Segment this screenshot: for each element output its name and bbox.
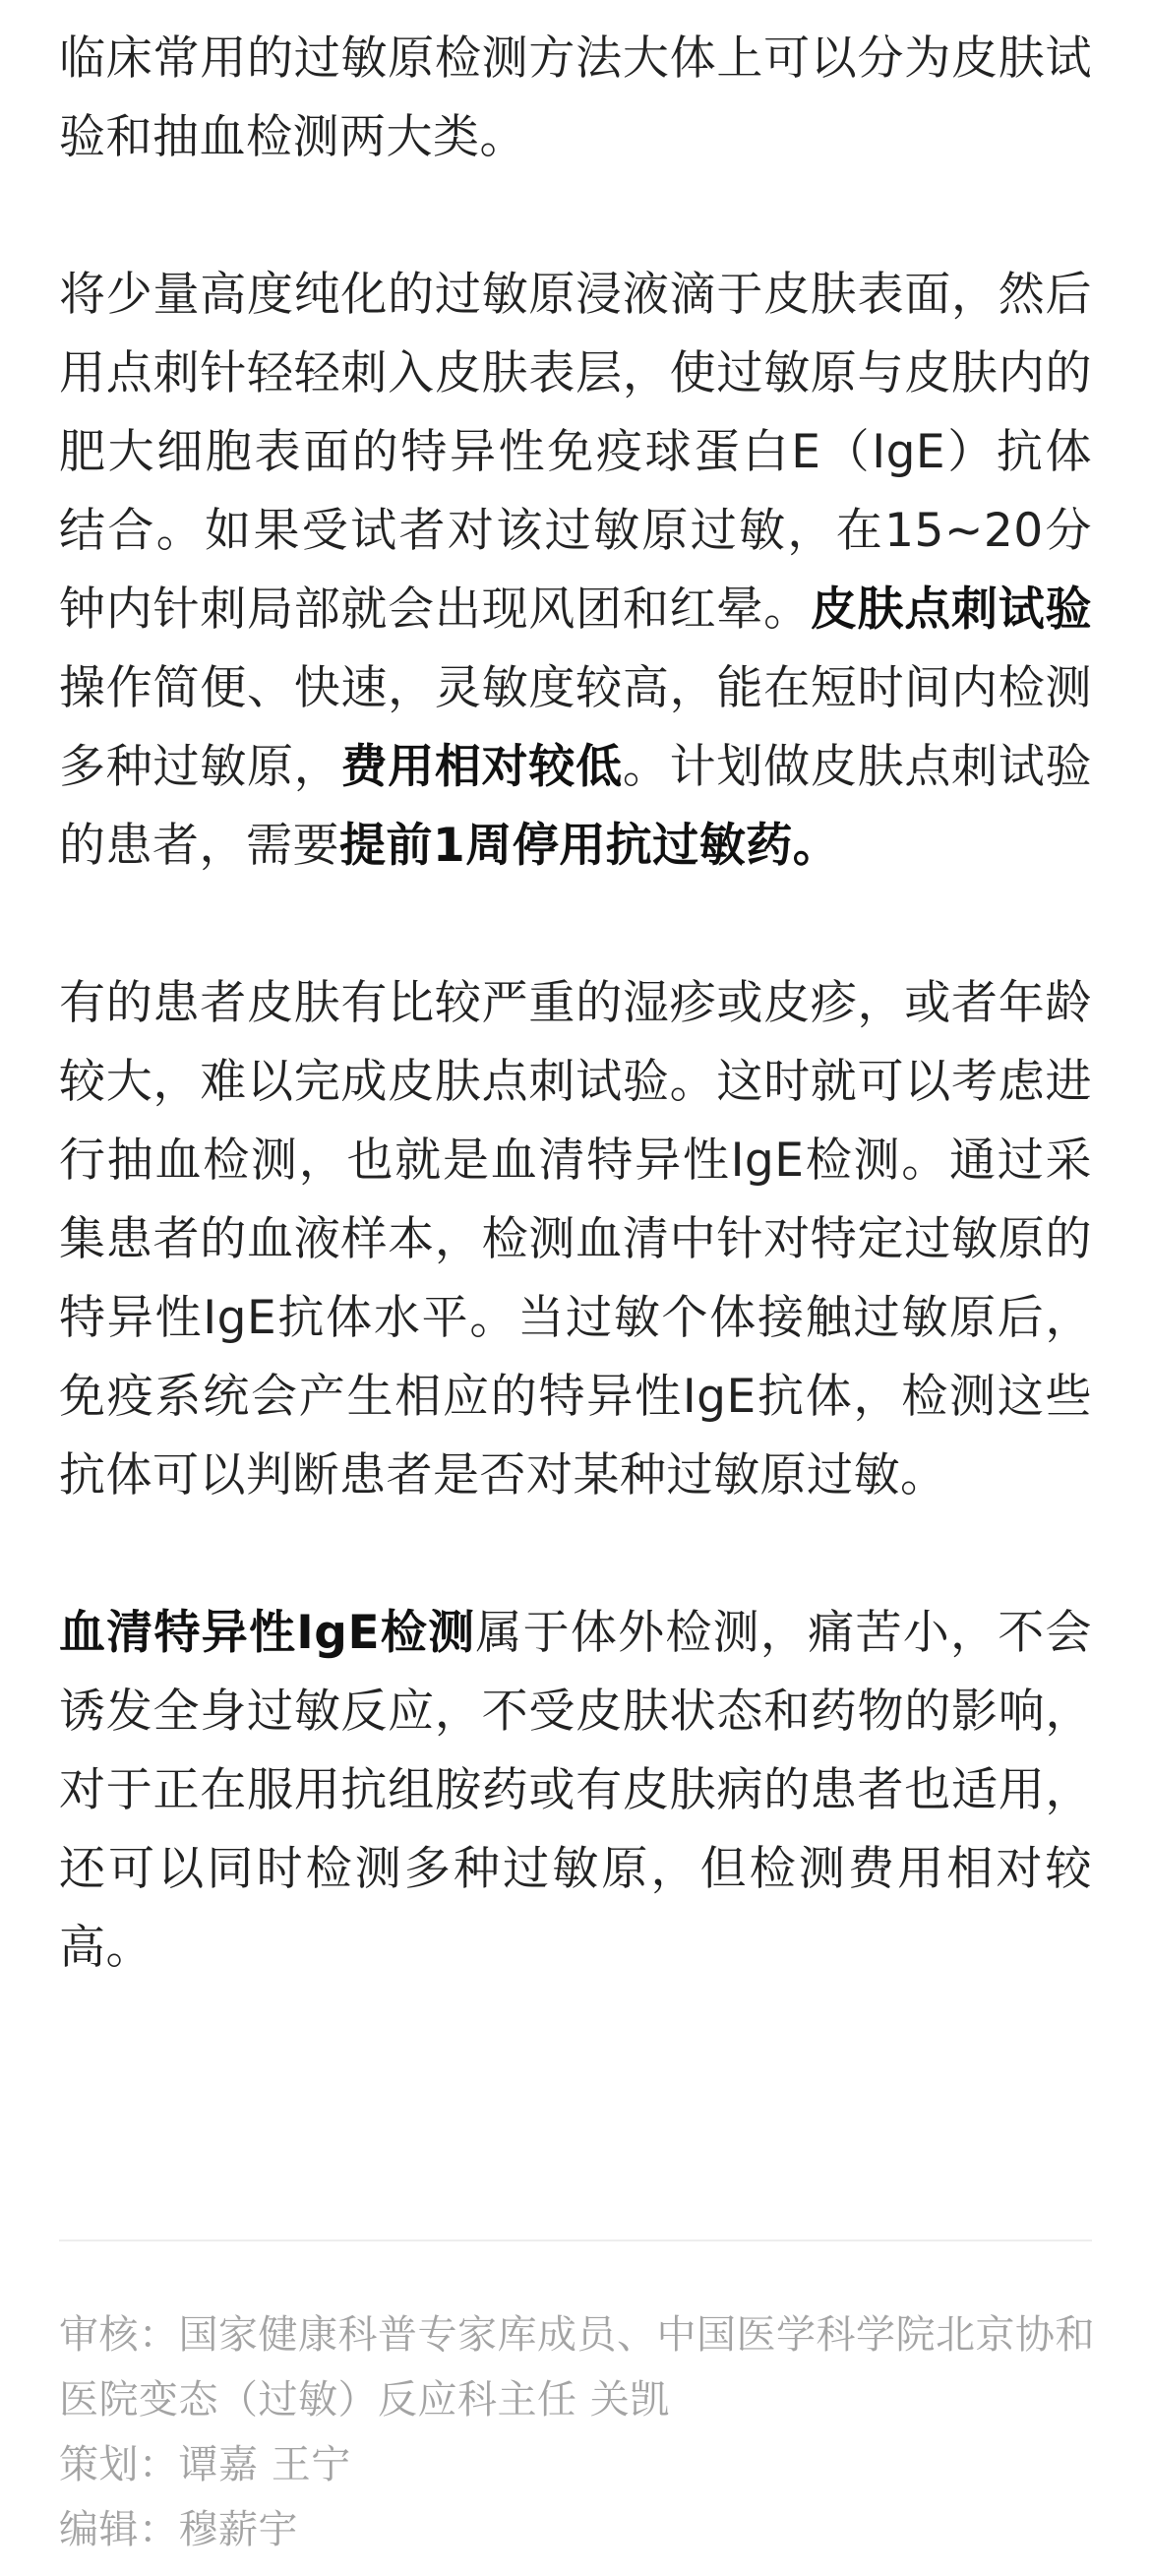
- bold-serum-ige-test: 血清特异性IgE检测: [59, 1606, 476, 1660]
- divider: [59, 2239, 1092, 2241]
- credit-planner: 策划：谭嘉 王宁: [59, 2442, 351, 2487]
- paragraph-blood-test: 有的患者皮肤有比较严重的湿疹或皮疹，或者年龄较大，难以完成皮肤点刺试验。这时就可以考虑进行抽血检测，也就是血清特异性IgE检测。通过采集患者的血液样本，检测血清中针对特定过敏原的特异性IgE抗体水平。当过敏个体接触过敏原后，免疫系统会产生相应的特异性IgE抗体，检测这些抗体可以判断患者是否对某种过敏原过敏。: [59, 976, 1092, 1503]
- credits-block: [59, 2302, 1102, 2562]
- text-segment: 操作简便、快速，灵敏度较高，能在短时间内检测多种过敏原，: [59, 661, 1092, 794]
- bold-low-cost: 费用相对较低: [340, 740, 623, 794]
- paragraph-serum-ige: [59, 1594, 1092, 1988]
- text-segment: 。计划做皮肤点刺试验的患者，需要: [59, 740, 1093, 873]
- article-body: [59, 20, 1092, 2066]
- text-segment: 属于体外检测，痛苦小，不会诱发全身过敏反应，不受皮肤状态和药物的影响，对于正在服用抗组胺药或有皮肤病的患者也适用，还可以同时检测多种过敏原，但检测费用相对较高。: [59, 1606, 1092, 1975]
- bold-stop-medication: 提前1周停用抗过敏药。: [339, 819, 840, 873]
- credit-reviewer: 审核：国家健康科普专家库成员、中国医学科学院北京协和医院变态（过敏）反应科主任 关凯: [59, 2312, 1095, 2423]
- text-segment: 将少量高度纯化的过敏原浸液滴于皮肤表面，然后用点刺针轻轻刺入皮肤表层，使过敏原与皮肤内的肥大细胞表面的特异性免疫球蛋白E（IgE）抗体结合。如果受试者对该过敏原过敏，在15~20分钟内针刺局部就会出现风团和红晕。: [59, 268, 1092, 637]
- paragraph-skin-prick-test: [59, 256, 1092, 886]
- credit-editor: 编辑：穆薪宇: [59, 2507, 298, 2552]
- paragraph-intro: 临床常用的过敏原检测方法大体上可以分为皮肤试验和抽血检测两大类。: [59, 31, 1092, 164]
- bold-skin-prick-test: 皮肤点刺试验: [810, 583, 1093, 637]
